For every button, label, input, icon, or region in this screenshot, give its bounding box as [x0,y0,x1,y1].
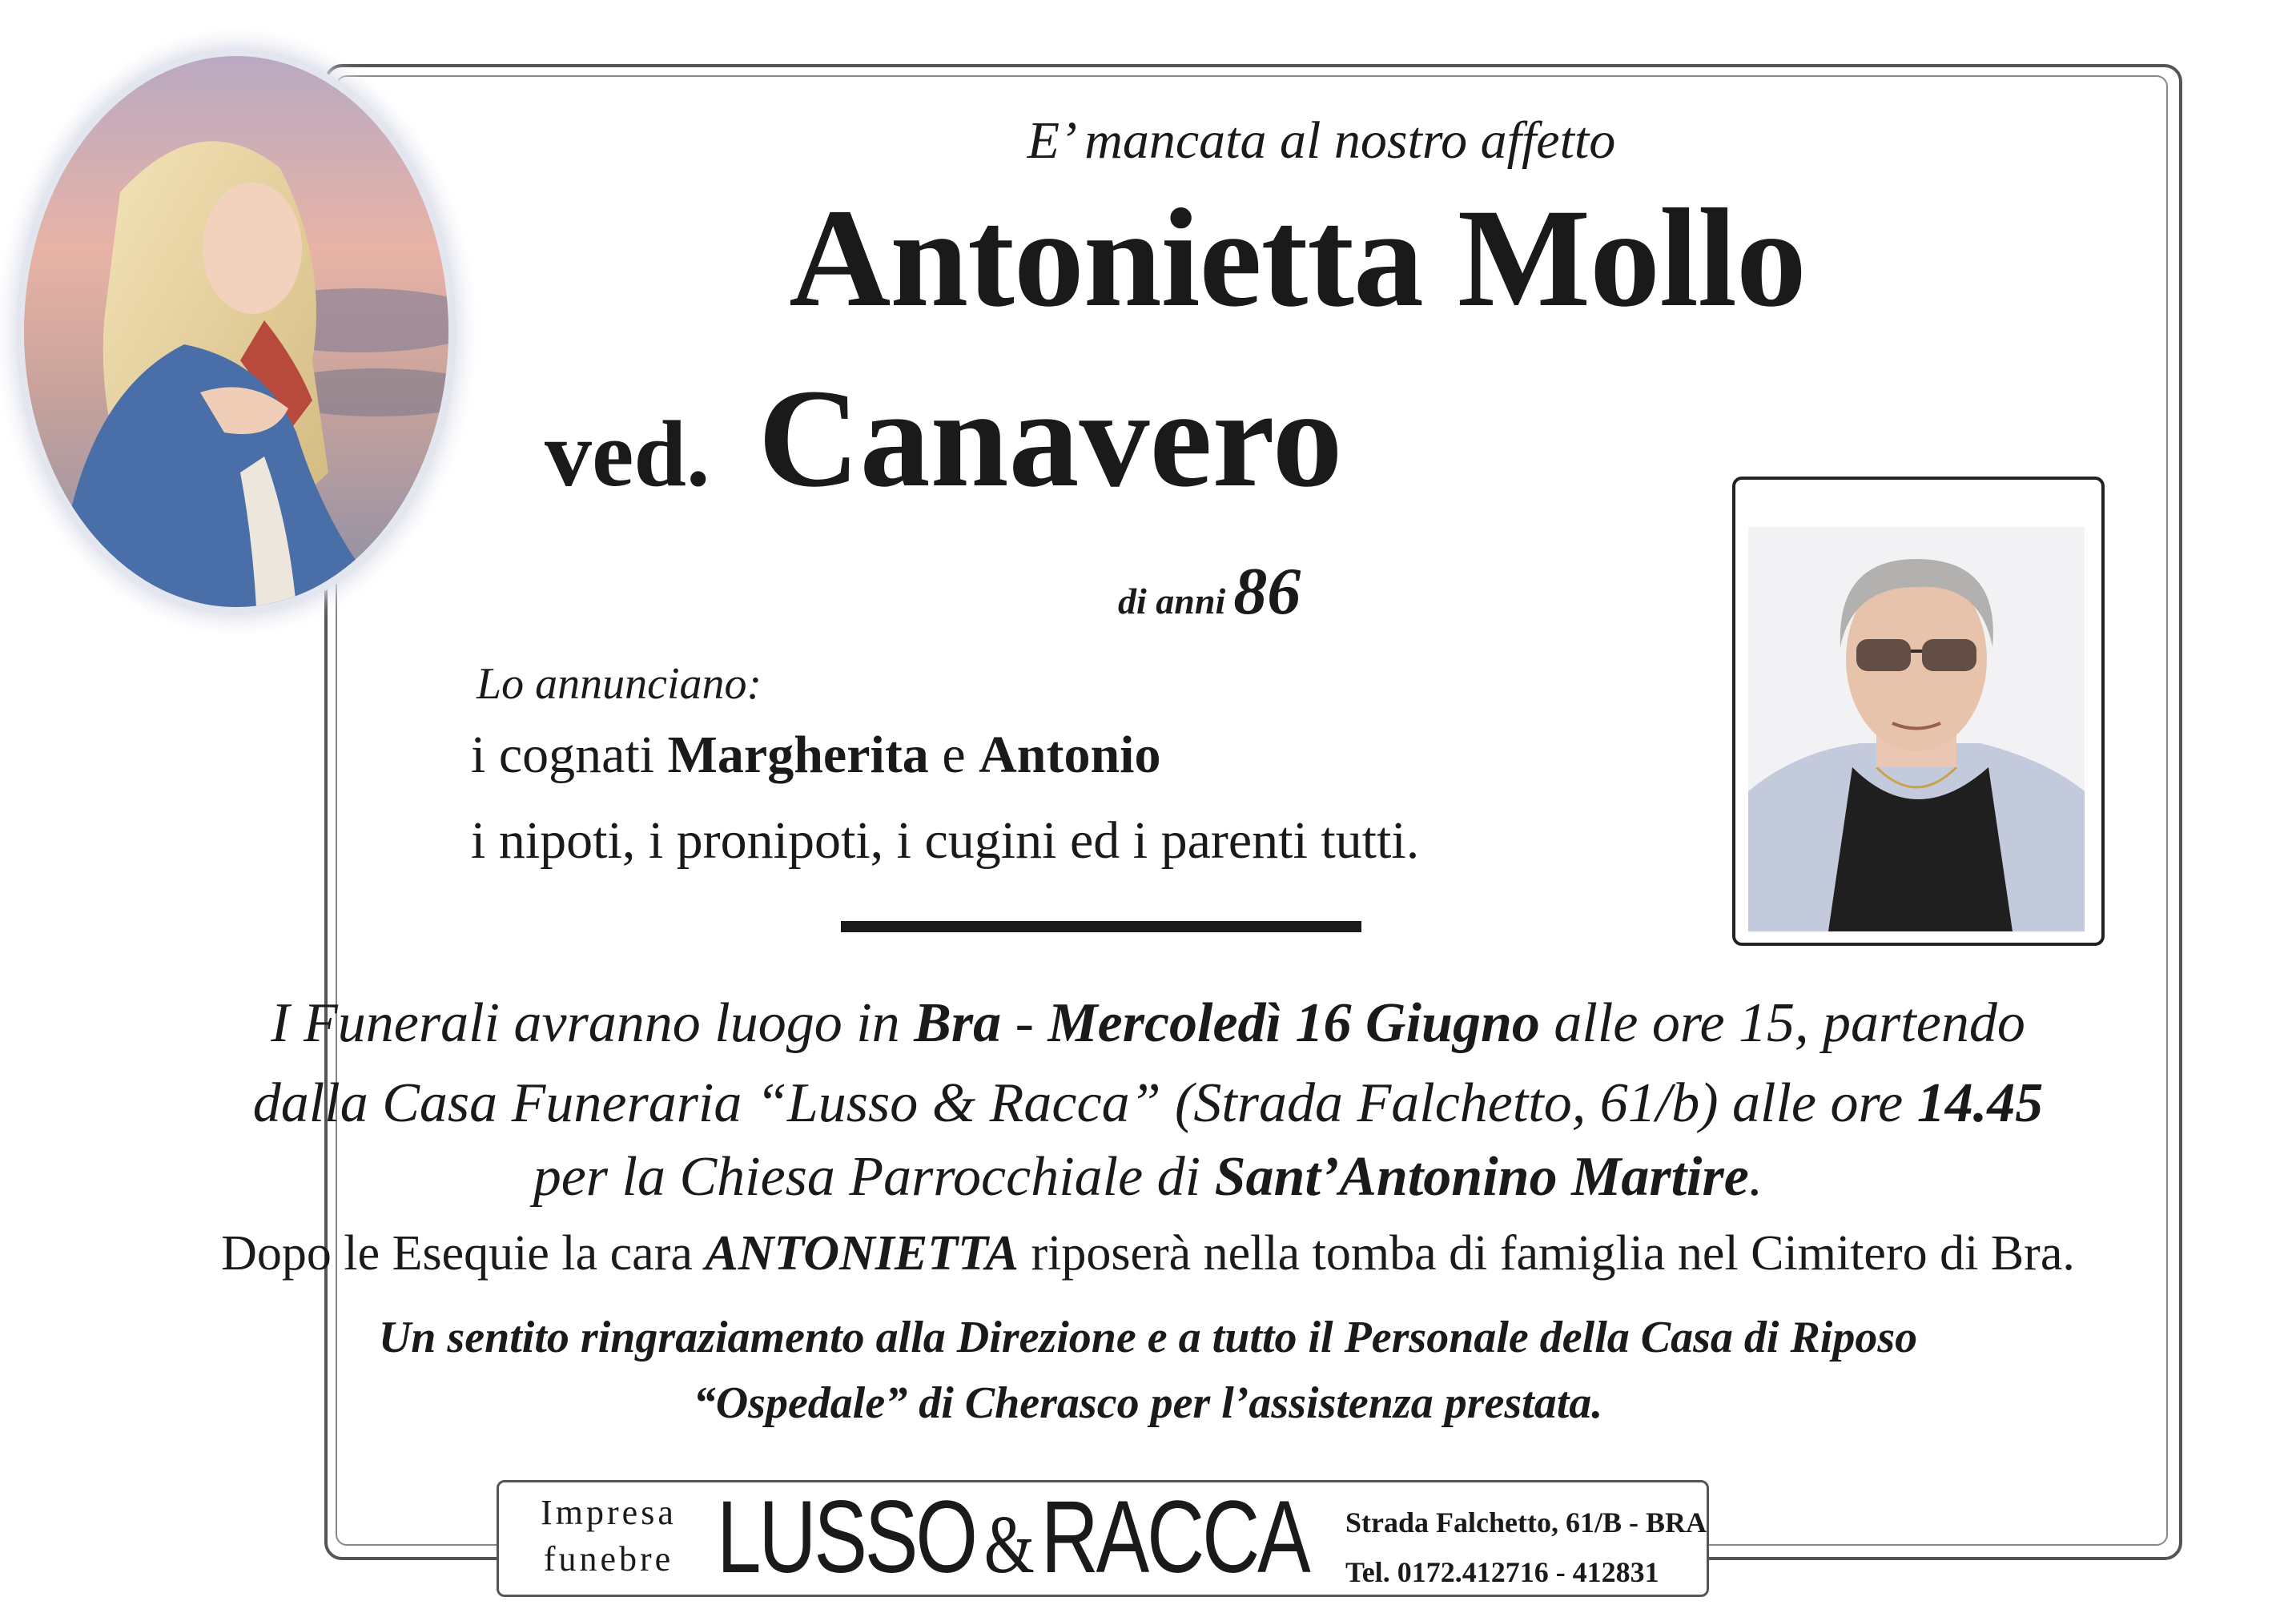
impresa-label [525,1490,693,1583]
funeral-date: Mercoledì 16 Giugno [1047,992,1540,1054]
deceased-name: Antonietta Mollo [789,180,1806,336]
burial-line [0,1225,2296,1282]
deceased-photo [1748,527,2085,931]
married-surname: Canavero [758,360,1343,517]
thanks-line-1: Un sentito ringraziamento alla Direzione e a tutto il Personale della Casa di Riposo [378,1313,1918,1362]
impresa-line-2: funebre [543,1539,674,1579]
address: Strada Falchetto, 61/B - BRA [1345,1506,1707,1539]
funeral-text: I Funerali avranno luogo in [271,992,915,1054]
funeral-place: Bra [914,992,1002,1054]
impresa-line-1: Impresa [541,1493,677,1532]
funeral-text: - [1001,992,1048,1054]
funeral-line-3 [0,1145,2296,1209]
relatives-line-1 [471,725,1161,786]
funeral-text: per la Chiesa Parrocchiale di [533,1146,1215,1208]
age-value: 86 [1233,554,1301,629]
logo-word-1: LUSSO [717,1480,975,1595]
relatives-conj: e [928,726,979,784]
intro-text: E’ mancata al nostro affetto [1027,111,1616,170]
funeral-time: 14.45 [1916,1072,2044,1134]
widow-prefix: ved. [545,401,710,506]
funeral-line-1 [0,992,2296,1056]
funeral-line-2 [0,1072,2296,1136]
relative-name: Margherita [667,726,929,784]
funeral-home-contact [1345,1498,1707,1597]
logo-ampersand: & [983,1498,1032,1591]
church-name: Sant’Antonino Martire [1214,1146,1749,1208]
relatives-text: i cognati [471,726,668,784]
age-label: di anni [1118,581,1226,621]
funeral-text: alle ore 15, partendo [1539,992,2025,1054]
deceased-married-name [545,360,1343,517]
phone: Tel. 0172.412716 - 412831 [1345,1556,1659,1588]
relative-name: Antonio [979,726,1161,784]
burial-text: Dopo le Esequie la cara [221,1226,706,1281]
thanks-line-2: “Ospedale” di Cherasco per l’assistenza prestata. [693,1378,1603,1428]
announce-label: Lo annunciano: [476,659,762,709]
funeral-text: . [1748,1146,1763,1208]
funeral-text: dalla Casa Funeraria “Lusso & Racca” (Strada Falchetto, 61/b) alle ore [252,1072,1917,1134]
funeral-home-logo [717,1478,1309,1596]
relatives-line-2: i nipoti, i pronipoti, i cugini ed i parenti tutti. [471,811,1420,870]
burial-text: riposerà nella tomba di famiglia nel Cimitero di Bra. [1018,1226,2075,1281]
age [1118,553,1301,630]
logo-word-2: RACCA [1040,1480,1309,1595]
madonna-image [24,56,448,607]
divider [841,921,1361,932]
deceased-first-name: ANTONIETTA [705,1226,1019,1281]
